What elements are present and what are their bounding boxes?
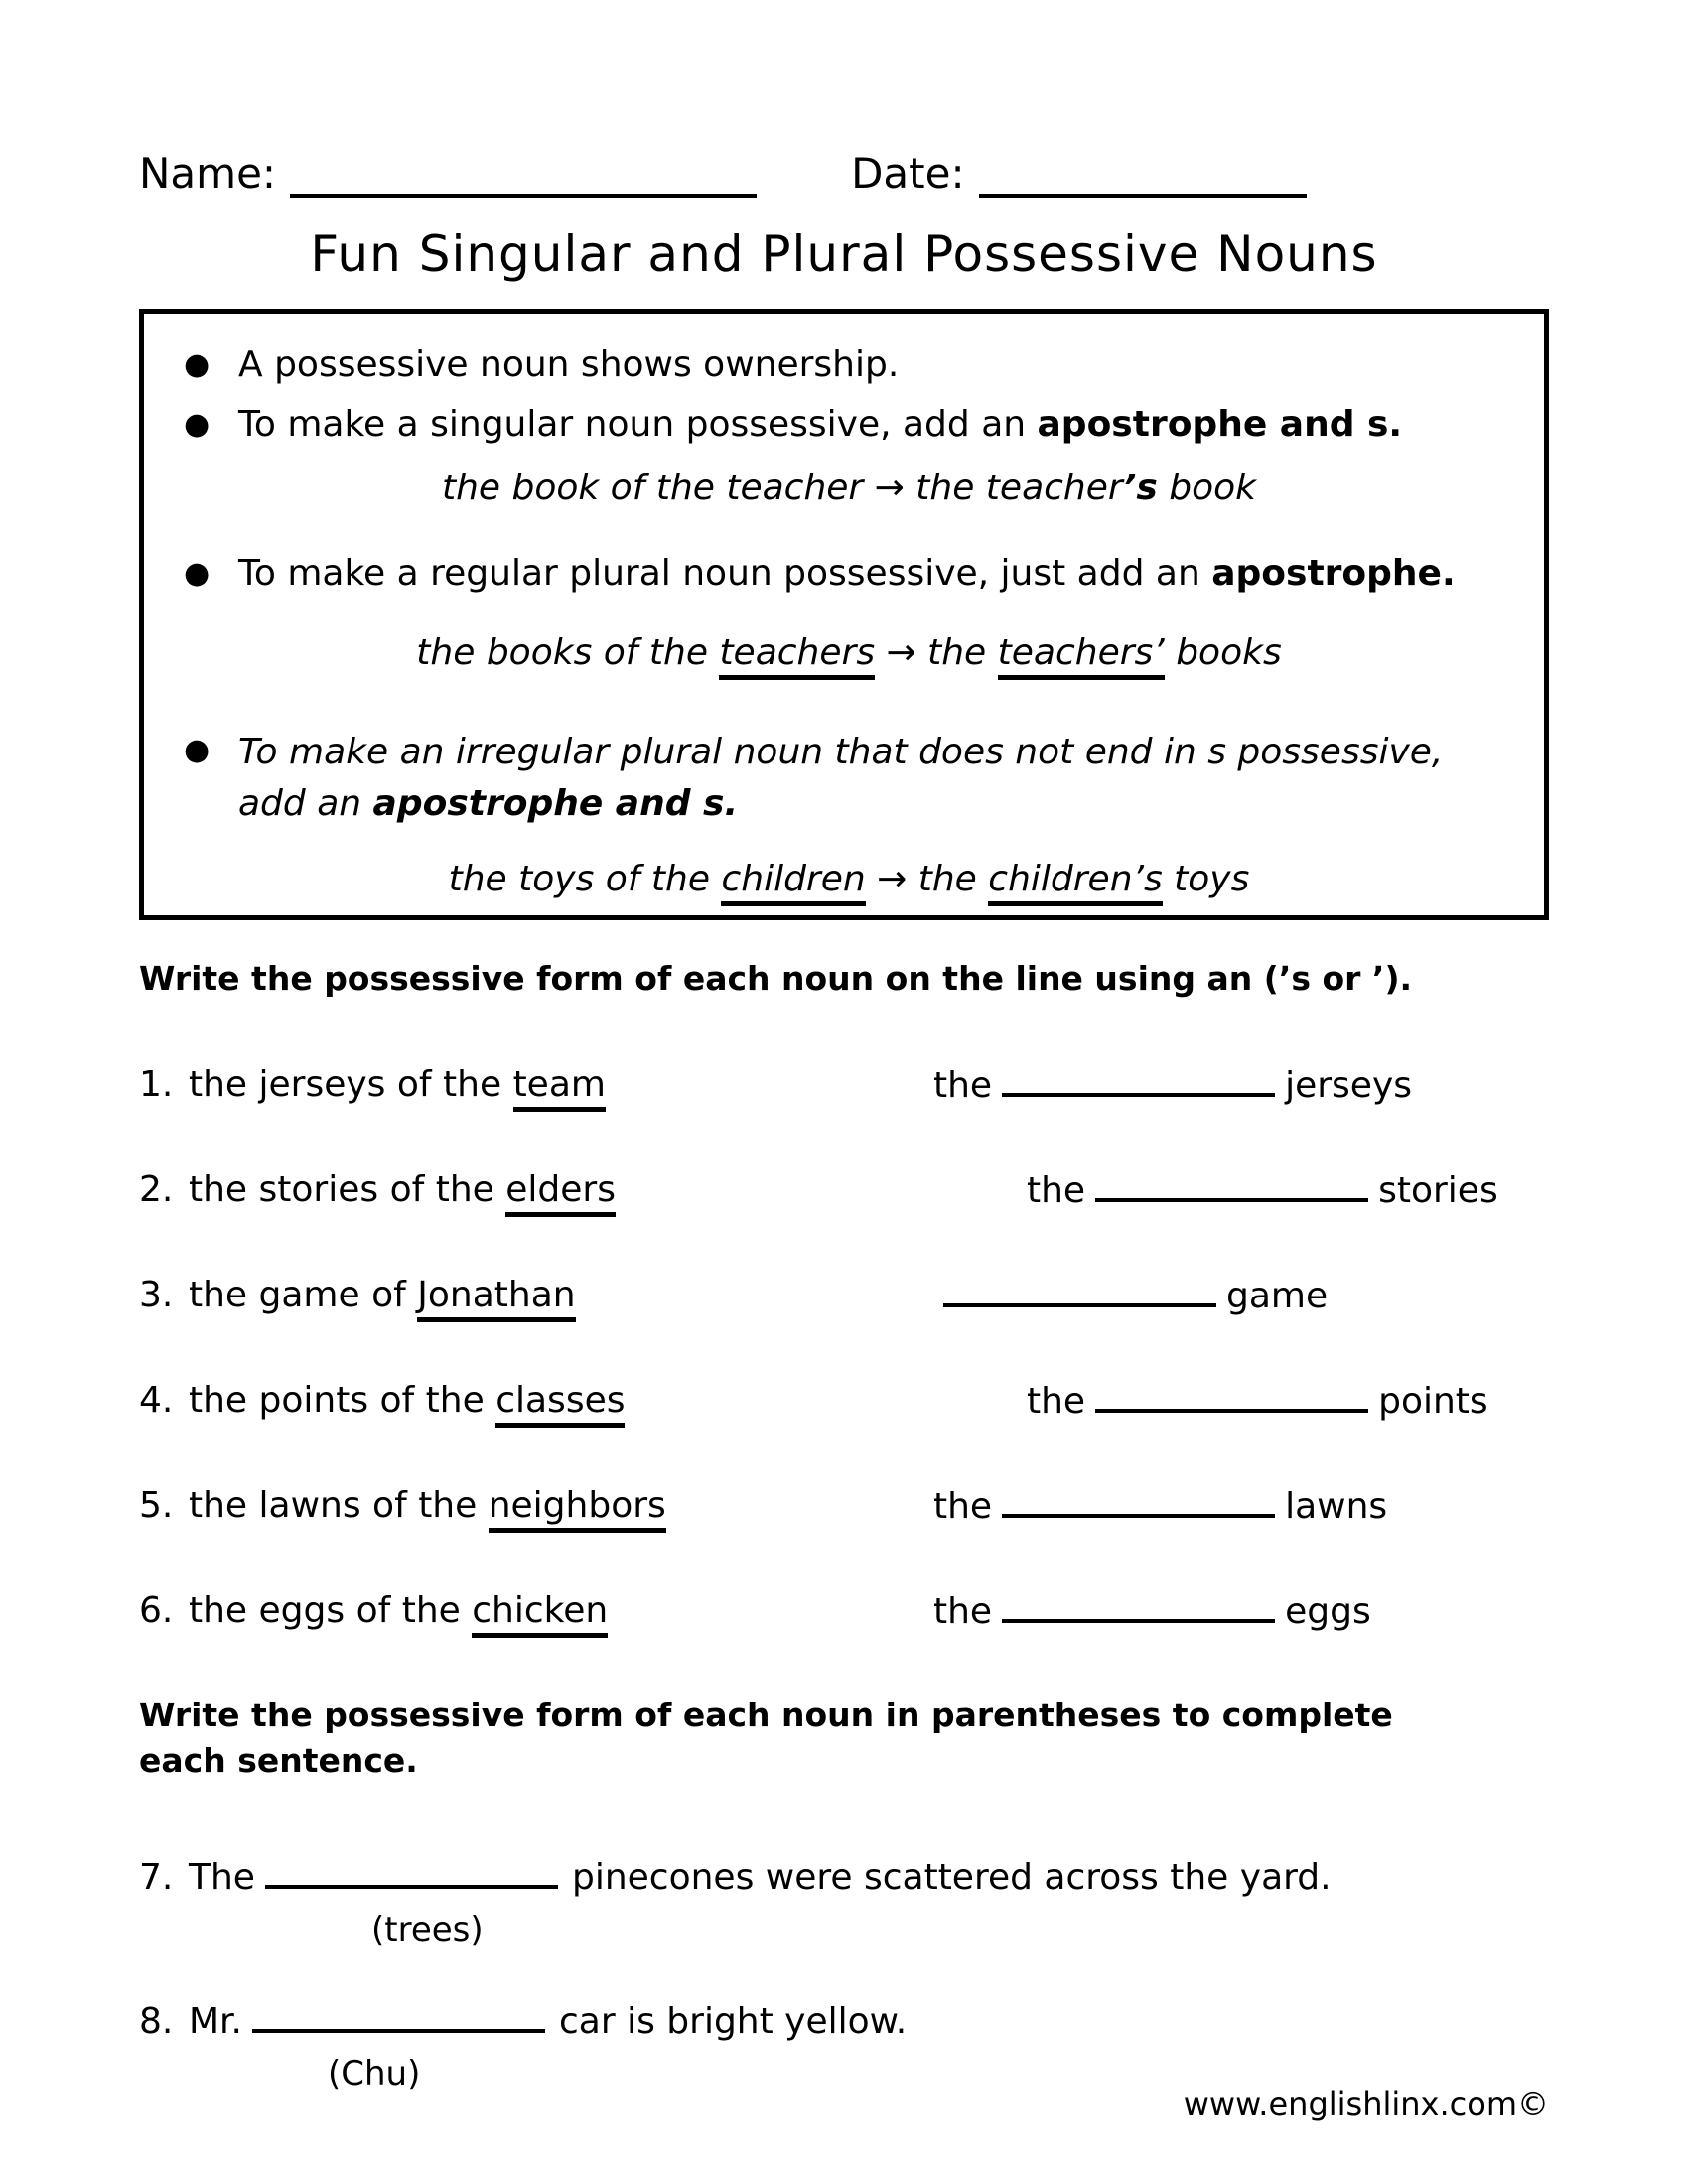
exercise-item-4 [139, 1377, 1549, 1426]
sentence-before-blank: The [189, 1857, 255, 1898]
bullet-icon: ● [184, 407, 211, 442]
answer-suffix: lawns [1285, 1486, 1388, 1527]
rule-example-irregular-plural [184, 856, 1514, 903]
rule-text: A possessive noun shows ownership. [238, 344, 900, 385]
prompt-text: the game of [189, 1275, 418, 1315]
rule-text-bold: apostrophe. [1211, 553, 1456, 594]
rule-text [238, 401, 1402, 449]
item-number: 1. [139, 1064, 174, 1105]
section2-instructions: Write the possessive form of each noun in parentheses to complete each sentence. [139, 1696, 1393, 1780]
prompt-underlined-noun: classes [495, 1380, 625, 1428]
bullet-icon: ● [184, 556, 211, 591]
answer-suffix: eggs [1285, 1591, 1371, 1632]
item-number: 5. [139, 1485, 174, 1526]
exercise-item-5 [139, 1482, 1549, 1531]
exercise-item-3 [139, 1272, 1549, 1320]
rule-bullet-irregular-plural [184, 727, 1514, 830]
sentence-after-blank: pinecones were scattered across the yard. [571, 1857, 1332, 1898]
date-label: Date: [851, 149, 965, 198]
rule-text [238, 550, 1456, 598]
answer-prefix: the [933, 1065, 993, 1106]
item-number: 4. [139, 1380, 174, 1421]
rule-text-plain: To make a regular plural noun possessive, just add an [238, 553, 1212, 594]
answer-prefix: the [1027, 1381, 1086, 1422]
prompt-text: the stories of the [189, 1169, 506, 1210]
prompt-text: the eggs of the [189, 1590, 473, 1631]
answer-prefix: the [933, 1591, 993, 1632]
item-answer [933, 1482, 1387, 1531]
example-text: → the [875, 632, 998, 673]
item-prompt [139, 1061, 933, 1110]
rule-text [238, 727, 1450, 830]
answer-suffix: stories [1378, 1170, 1498, 1211]
item-number: 6. [139, 1590, 174, 1631]
rule-text-bold: apostrophe and s. [1037, 404, 1403, 445]
item-answer [1027, 1166, 1498, 1215]
bullet-icon: ● [184, 733, 211, 767]
prompt-text: the lawns of the [189, 1485, 489, 1526]
answer-suffix: jerseys [1285, 1065, 1413, 1106]
exercise-item-1 [139, 1061, 1549, 1110]
answer-blank [1095, 1166, 1368, 1202]
answer-prefix: the [1027, 1170, 1086, 1211]
exercise-item-7 [139, 1853, 1549, 1954]
example-text: books [1164, 632, 1282, 673]
answer-prefix: the [933, 1486, 993, 1527]
date-blank-line [979, 158, 1307, 198]
item-prompt [139, 1482, 933, 1531]
parenthetical-hint: (trees) [371, 1910, 484, 1950]
answer-blank [1002, 1587, 1275, 1623]
example-text: the book of the teacher → the teacher [441, 468, 1123, 508]
prompt-underlined-noun: team [513, 1064, 606, 1112]
rule-bullet-ownership [184, 341, 1514, 389]
item-number: 3. [139, 1275, 174, 1315]
exercise-item-2 [139, 1166, 1549, 1215]
sentence-after-blank: car is bright yellow. [559, 2001, 908, 2042]
section1-instructions: Write the possessive form of each noun on the line using an (’s or ’). [139, 959, 1413, 998]
sentence-line [139, 1997, 1549, 2046]
exercise-item-8 [139, 1997, 1549, 2098]
example-underlined-noun: children [721, 859, 865, 906]
answer-blank [252, 1997, 545, 2033]
example-text-bold: ’s [1122, 468, 1158, 508]
site-credit: www.englishlinx.com© [1183, 2085, 1549, 2122]
rules-box [139, 309, 1549, 920]
item-number: 8. [139, 2001, 174, 2042]
rule-text-plain: To make a singular noun possessive, add an [238, 404, 1038, 445]
rule-example-singular [184, 465, 1514, 512]
answer-blank [265, 1853, 558, 1889]
rule-text-plain: To make an irregular plural noun that does not end in s possessive, add an [238, 732, 1444, 824]
example-text: the books of the [416, 632, 720, 673]
answer-suffix: game [1226, 1276, 1329, 1316]
example-text: book [1157, 468, 1257, 508]
prompt-underlined-noun: chicken [472, 1590, 608, 1638]
example-underlined-noun: teachers’ [998, 632, 1165, 680]
sentence-line [139, 1853, 1549, 1902]
answer-blank [1002, 1482, 1275, 1518]
item-number: 7. [139, 1857, 174, 1898]
item-prompt [139, 1166, 933, 1215]
item-answer [933, 1272, 1328, 1320]
prompt-underlined-noun: neighbors [489, 1485, 666, 1533]
page-title: Fun Singular and Plural Possessive Nouns [310, 225, 1378, 283]
exercise-item-6 [139, 1587, 1549, 1636]
prompt-text: the points of the [189, 1380, 496, 1421]
item-number: 2. [139, 1169, 174, 1210]
item-answer [933, 1061, 1412, 1110]
item-prompt [139, 1377, 933, 1426]
rule-example-regular-plural [184, 629, 1514, 677]
prompt-underlined-noun: Jonathan [417, 1275, 575, 1322]
header-row [139, 149, 1549, 198]
section1-item-list [139, 1061, 1549, 1636]
sentence-before-blank: Mr. [189, 2001, 242, 2042]
rule-text-bold: apostrophe and s. [372, 783, 739, 824]
item-answer [933, 1587, 1371, 1636]
name-label: Name: [139, 149, 277, 198]
example-underlined-noun: children’s [988, 859, 1162, 906]
bullet-icon: ● [184, 347, 211, 382]
parenthetical-hint: (Chu) [328, 2054, 421, 2094]
example-text: toys [1162, 859, 1250, 899]
answer-blank [1095, 1377, 1368, 1413]
answer-suffix: points [1378, 1381, 1488, 1422]
rule-bullet-singular [184, 401, 1514, 449]
rule-bullet-regular-plural [184, 550, 1514, 598]
answer-blank [1002, 1061, 1275, 1097]
answer-blank [943, 1272, 1216, 1307]
item-prompt [139, 1587, 933, 1636]
prompt-text: the jerseys of the [189, 1064, 513, 1105]
prompt-underlined-noun: elders [505, 1169, 616, 1217]
item-answer [1027, 1377, 1488, 1426]
example-underlined-noun: teachers [719, 632, 875, 680]
example-text: the toys of the [448, 859, 722, 899]
item-prompt [139, 1272, 933, 1320]
example-text: → the [865, 859, 989, 899]
name-blank-line [290, 158, 757, 198]
